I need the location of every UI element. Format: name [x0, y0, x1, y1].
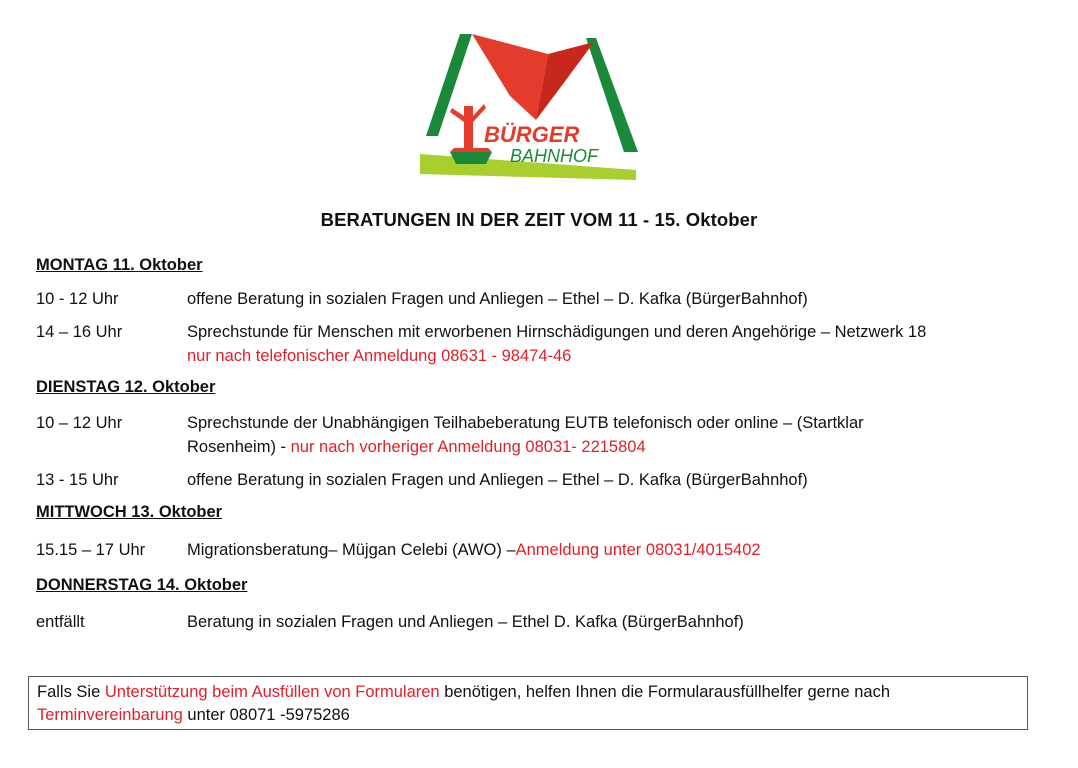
entry-description-block — [187, 538, 1027, 562]
entry-description: Sprechstunde der Unabhängigen Teilhabeberatung EUTB telefonisch oder online – (Startklar Rosenheim) - — [187, 414, 864, 456]
day-heading-tuesday: DIENSTAG 12. Oktober — [36, 378, 216, 396]
entry-note: Anmeldung unter 08031/4015402 — [515, 541, 761, 559]
entry-time: 10 - 12 Uhr — [36, 290, 119, 308]
day-heading-monday: MONTAG 11. Oktober — [36, 256, 203, 274]
logo-text-line1: BÜRGER — [484, 122, 580, 147]
day-heading-thursday: DONNERSTAG 14. Oktober — [36, 576, 248, 594]
entry-description-block — [187, 411, 957, 459]
entry-description-block — [187, 320, 1027, 368]
entry-description: offene Beratung in sozialen Fragen und Anliegen – Ethel – D. Kafka (BürgerBahnhof) — [187, 471, 808, 489]
form-help-notice — [28, 676, 1028, 730]
notice-text: Falls Sie — [37, 683, 105, 701]
logo-graphic — [416, 24, 644, 184]
entry-description: Beratung in sozialen Fragen und Anliegen – Ethel D. Kafka (BürgerBahnhof) — [187, 613, 744, 631]
entry-time: entfällt — [36, 613, 85, 631]
notice-text: benötigen, helfen Ihnen die Formularausfüllhelfer gerne nach — [439, 683, 891, 701]
notice-highlight: Terminvereinbarung — [37, 706, 183, 724]
entry-description: Sprechstunde für Menschen mit erworbenen Hirnschädigungen und deren Angehörige – Netzwerk 18 — [187, 323, 927, 341]
entry-time: 15.15 – 17 Uhr — [36, 541, 146, 559]
entry-time: 14 – 16 Uhr — [36, 323, 123, 341]
entry-time: 10 – 12 Uhr — [36, 414, 123, 432]
buergerbahnhof-logo — [416, 24, 644, 184]
entry-description: offene Beratung in sozialen Fragen und Anliegen – Ethel – D. Kafka (BürgerBahnhof) — [187, 290, 808, 308]
page-title: BERATUNGEN IN DER ZEIT VOM 11 - 15. Oktober — [320, 209, 758, 230]
entry-description: Migrationsberatung– Müjgan Celebi (AWO) – — [187, 541, 516, 559]
day-heading-wednesday: MITTWOCH 13. Oktober — [36, 503, 223, 521]
entry-note: nur nach vorheriger Anmeldung 08031- 2215804 — [290, 438, 646, 456]
logo-text-line2: BAHNHOF — [510, 146, 599, 166]
notice-highlight: Unterstützung beim Ausfüllen von Formularen — [104, 683, 440, 701]
entry-time: 13 - 15 Uhr — [36, 471, 119, 489]
notice-text: unter 08071 -5975286 — [182, 706, 350, 724]
entry-note: nur nach telefonischer Anmeldung 08631 - 98474-46 — [187, 347, 572, 365]
